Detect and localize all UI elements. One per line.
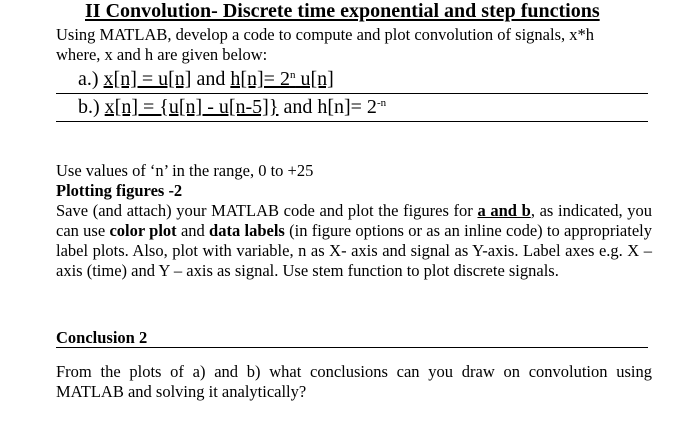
part-a-rule <box>56 93 648 94</box>
plotting-heading: Plotting figures -2 <box>56 181 183 200</box>
part-a <box>78 68 334 91</box>
conclusion-rule <box>56 347 648 348</box>
part-b-label: b.) <box>78 96 100 118</box>
range-text: Use values of ‘n’ in the range, 0 to +25 <box>56 161 314 180</box>
part-a-x-def: x[n] = u[n] <box>103 68 192 90</box>
plotting-paragraph: Save (and attach) your MATLAB code and plot the figures for a and b, as indicated, you can use color plot and data labels (in figure options or as an inline code) to appropriately label plots. Also, plot with variable, n as X- axis and signal as Y-axis. Label axes e.g. X – axis (time) and Y – axis as signal. Use stem function to plot discrete signals. <box>56 201 653 280</box>
color-plot-term: color plot <box>109 221 177 240</box>
part-a-and: and <box>196 68 226 90</box>
part-a-label: a.) <box>78 68 99 90</box>
intro-line-2: where, x and h are given below: <box>56 45 268 64</box>
section-title: II Convolution- Discrete time exponential and step functions <box>85 0 600 22</box>
data-labels-term: data labels <box>209 221 285 240</box>
part-b-x-def: x[n] = {u[n] - u[n-5]} <box>104 96 279 118</box>
part-b-and: and <box>283 96 313 118</box>
part-a-h-def: $h[n]= 2^n$ u[n] <box>230 68 334 90</box>
part-b-h-def: $h[n]= 2^{-n}$ <box>317 96 387 118</box>
conclusion-text: From the plots of a) and b) what conclusions can you draw on convolution using MATLAB and solving it analytically? <box>56 362 652 401</box>
part-b <box>78 96 386 119</box>
conclusion-heading: Conclusion 2 <box>56 328 148 347</box>
part-b-rule <box>56 121 648 122</box>
intro-line-1: Using MATLAB, develop a code to compute and plot convolution of signals, x*h <box>56 25 595 44</box>
parts-reference: a and b <box>477 201 531 220</box>
